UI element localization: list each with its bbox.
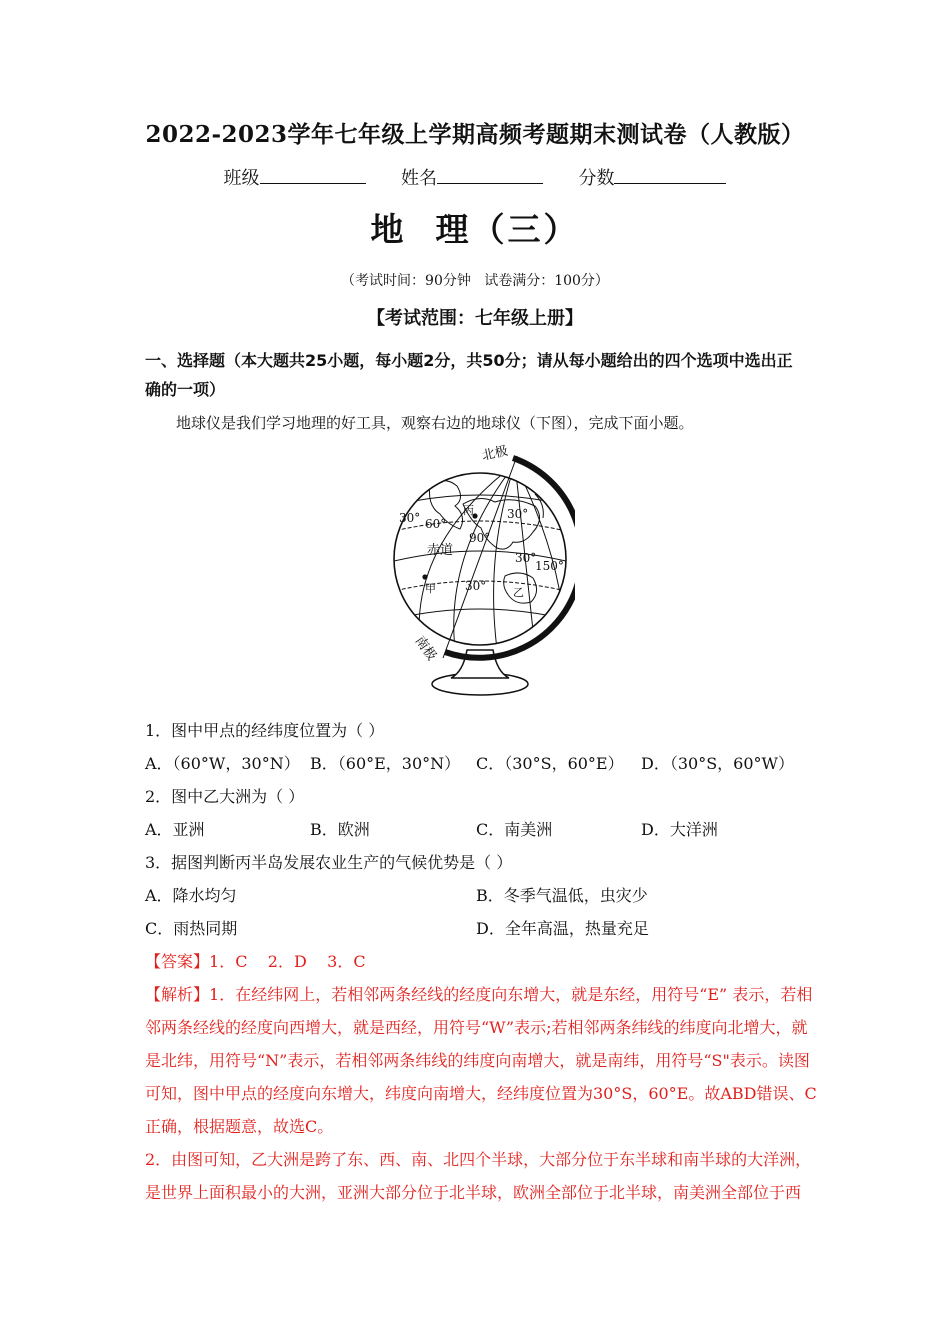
option-1c: C．（30°S，60°E） [476,754,624,773]
score-label: 分数 [578,168,615,189]
subject-heading: 地 理（三） [370,210,580,249]
analysis-text: 1．在经纬网上，若相邻两条经线的经度向东增大，就是东经，用符号“E” 表示，若相 [209,985,813,1004]
exam-time-info: （考试时间：90分钟 试卷满分：100分） [341,273,609,289]
class-label: 班级 [223,168,260,189]
analysis-label: 【解析】 [145,985,210,1004]
option-2b: B．欧洲 [310,820,370,839]
answer-line [145,949,845,972]
yi-label: 乙 [513,586,524,599]
question-intro: 地球仪是我们学习地理的好工具，观察右边的地球仪（下图），完成下面小题。 [176,414,694,432]
bing-label: 丙 [463,504,474,517]
south-pole-label: 南极 [411,633,439,664]
question-options-3a [0,883,950,905]
globe-figure [385,444,575,700]
option-2c: C．南美洲 [476,820,553,839]
question-stem-2: 2．图中乙大洲为（ ） [145,787,305,806]
question-options-2 [0,817,950,839]
option-3d: D．全年高温，热量充足 [476,919,649,938]
answer-label: 【答案】 [145,952,210,971]
question-stem-1: 1．图中甲点的经纬度位置为（ ） [145,721,385,740]
score-blank [614,167,726,184]
degree-label: 60° [425,517,447,531]
analysis-line-2: 邻两条经线的经度向西增大，就是西经，用符号“W”表示;若相邻两条纬线的纬度向北增大，就 [145,1018,808,1037]
section-heading-line1: 一、选择题（本大题共25小题，每小题2分，共50分；请从每小题给出的四个选项中选出正 [145,351,793,370]
analysis-line-6: 2．由图可知，乙大洲是跨了东、西、南、北四个半球，大部分位于东半球和南半球的大洋洲， [145,1150,812,1169]
equator-label: 赤道 [427,543,454,558]
name-label: 姓名 [401,168,437,189]
section-heading-line2: 确的一项） [145,380,226,399]
degree-label: 150° [535,559,564,573]
question-options-3b [0,916,950,938]
exam-title: 2022-2023学年七年级上学期高频考题期末测试卷（人教版） [145,121,805,148]
option-1b: B．（60°E，30°N） [310,754,461,773]
student-info-line [0,164,950,190]
option-2a: A．亚洲 [145,820,205,839]
section-heading [145,346,845,404]
option-3c: C．雨热同期 [145,919,238,938]
degree-label: 30° [507,507,529,521]
option-1d: D．（30°S，60°W） [641,754,794,773]
analysis-line-3: 是北纬，用符号“N”表示，若相邻两条纬线的纬度向南增大，就是南纬，用符号“S"表示。读图 [145,1051,810,1070]
degree-label: 30° [515,551,537,565]
answer-text: 1．C 2．D 3．C [209,952,366,971]
degree-label: 90° [469,531,491,545]
analysis-line-7: 是世界上面积最小的大洲，亚洲大部分位于北半球，欧洲全部位于北半球，南美洲全部位于西 [145,1183,802,1202]
class-blank [260,167,366,184]
analysis-line-4: 可知，图中甲点的经度向东增大，纬度向南增大，经纬度位置为30°S，60°E。故ABD错误、C [145,1084,817,1103]
degree-label: 30° [399,511,421,525]
jia-label: 甲 [425,582,436,595]
analysis-line-1 [145,982,845,1005]
option-1a: A．（60°W，30°N） [145,754,300,773]
exam-scope: 【考试范围：七年级上册】 [367,308,583,329]
name-blank [437,167,543,184]
option-3a: A．降水均匀 [145,886,237,905]
degree-label: 30° [465,579,487,593]
analysis-line-5: 正确，根据题意，故选C。 [145,1117,334,1136]
north-pole-label: 北极 [480,444,510,464]
point-jia [422,574,427,579]
question-options-1 [0,751,950,773]
question-stem-3: 3．据图判断丙半岛发展农业生产的气候优势是（ ） [145,853,513,872]
option-2d: D．大洋洲 [641,820,718,839]
option-3b: B．冬季气温低，虫灾少 [476,886,648,905]
